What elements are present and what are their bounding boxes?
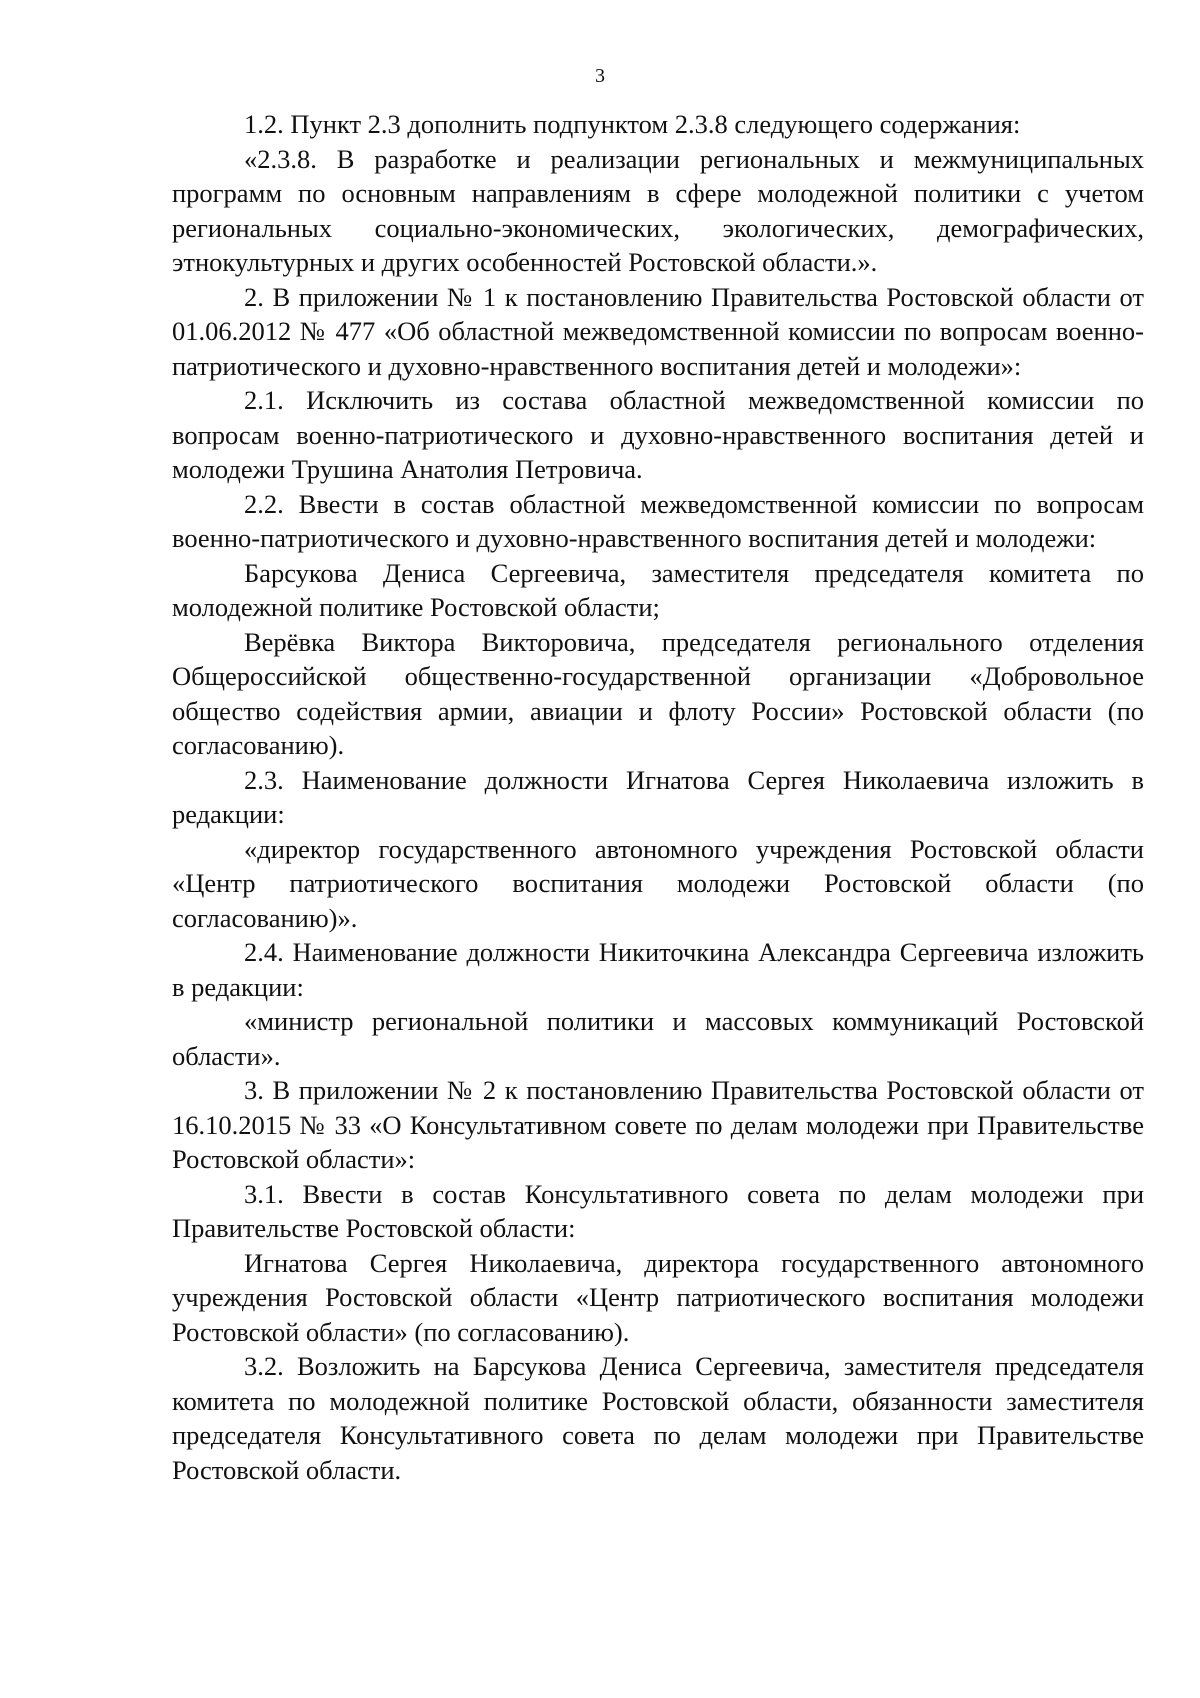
paragraph-3-1: 3.1. Ввести в состав Консультативного совета по делам молодежи при Правительстве Ростовской области: (172, 1178, 1144, 1243)
paragraph-1-2: 1.2. Пункт 2.3 дополнить подпунктом 2.3.8 следующего содержания: (244, 109, 1021, 139)
paragraph-3: 3. В приложении № 2 к постановлению Правительства Ростовской области от 16.10.2015 № 33 «О Консультативном совете по делам молодежи при Правительстве Ростовской области»: (172, 1075, 1144, 1174)
paragraph-2-1: 2.1. Исключить из состава областной межведомственной комиссии по вопросам военно-патриотического и духовно-нравственного воспитания детей и молодежи Трушина Анатолия Петровича. (172, 385, 1144, 484)
paragraph-2-4: 2.4. Наименование должности Никиточкина Александра Сергеевича изложить в редакции: (172, 937, 1144, 1002)
paragraph-2-2: 2.2. Ввести в состав областной межведомственной комиссии по вопросам военно-патриотического и духовно-нравственного воспитания детей и молодежи: (172, 488, 1144, 553)
paragraph-2: 2. В приложении № 1 к постановлению Правительства Ростовской области от 01.06.2012 № 477 «Об областной межведомственной комиссии по вопросам военно-патриотического и духовно-нравственного воспитания детей и молодежи»: (172, 281, 1144, 381)
page-number: 3 (595, 65, 605, 87)
document-body (172, 107, 1144, 1487)
paragraph-member-ignatov: Игнатова Сергея Николаевича, директора государственного автономного учреждения Ростовской области «Центр патриотического воспитания молодежи Ростовской области» (по согласованию). (172, 1247, 1144, 1347)
paragraph-2-3-quote: «директор государственного автономного учреждения Ростовской области «Центр патриотического воспитания молодежи Ростовской области (по согласованию)». (172, 833, 1144, 933)
paragraph-member-verevka: Верёвка Виктора Викторовича, председателя регионального отделения Общероссийской общественно-государственной организации «Добровольное общество содействия армии, авиации и флоту России» Ростовской области (по согласованию). (172, 626, 1144, 760)
paragraph-2-3-8-quote: «2.3.8. В разработке и реализации региональных и межмуниципальных программ по основным направлениям в сфере молодежной политики с учетом региональных социально-экономических, экологических, демографических, этнокультурных и других особенностей Ростовской области.». (172, 143, 1144, 277)
paragraph-2-4-quote: «министр региональной политики и массовых коммуникаций Ростовской области». (172, 1006, 1144, 1071)
paragraph-2-3: 2.3. Наименование должности Игнатова Сергея Николаевича изложить в редакции: (172, 764, 1144, 829)
paragraph-3-2: 3.2. Возложить на Барсукова Дениса Сергеевича, заместителя председателя комитета по молодежной политике Ростовской области, обязанности заместителя председателя Консультативного совета по делам молодежи при Правительстве Ростовской области. (172, 1351, 1144, 1485)
paragraph-member-barsukov: Барсукова Дениса Сергеевича, заместителя председателя комитета по молодежной политике Ростовской области; (172, 557, 1144, 622)
